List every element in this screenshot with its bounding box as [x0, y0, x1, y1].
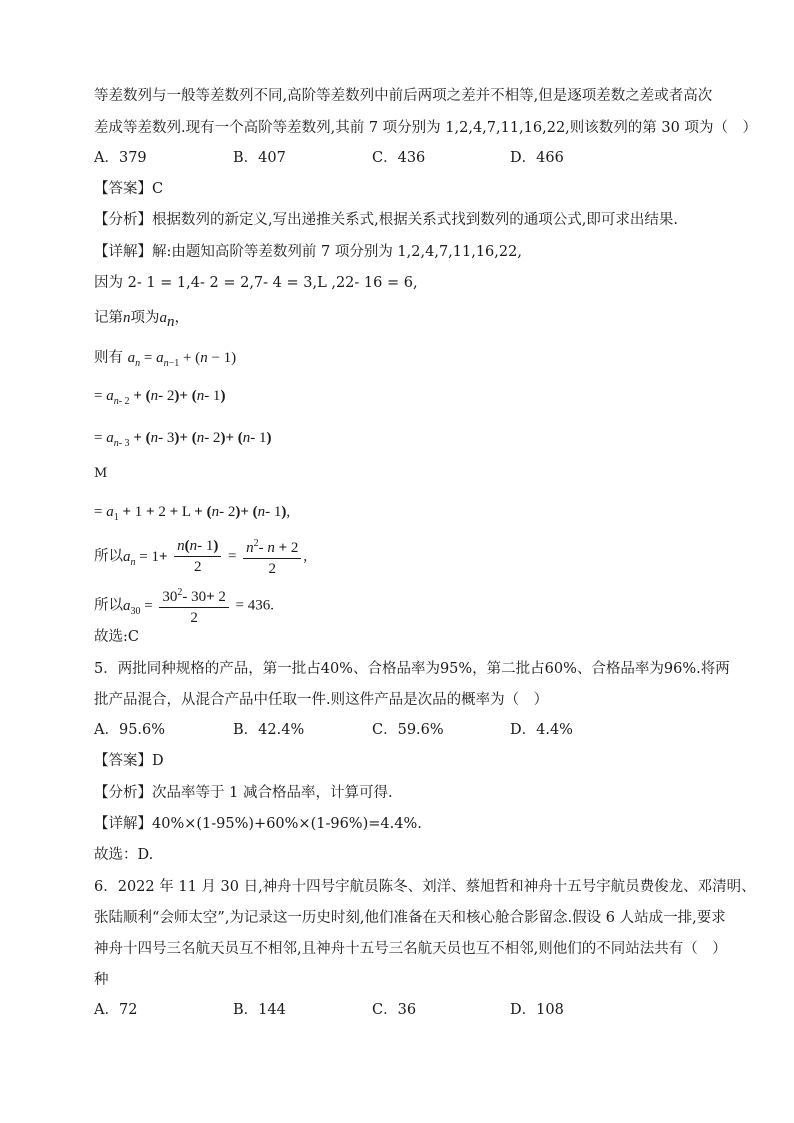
q4-answer	[94, 177, 163, 198]
q6-stem-line4: 种	[94, 972, 109, 988]
q5-conclusion: 故选：D.	[94, 847, 154, 863]
answer-value: C	[152, 181, 164, 197]
analysis-tag: 【分析】	[94, 785, 152, 801]
detail-text: 40%×(1-95%)+60%×(1-96%)=4.4%.	[152, 816, 422, 832]
q4-stem-line1: 等差数列与一般等差数列不同,高阶等差数列中前后两项之差并不相等,但是逐项差数之差或者高次	[94, 88, 713, 104]
q6-option-b: B．144	[233, 1002, 286, 1018]
q5-stem-line1: 5．两批同种规格的产品，第一批占40%、合格品率为95%，第二批占60%、合格品率为96%.将两	[94, 661, 730, 677]
formula-step-1: = $a_{n- 2} + (n-$ 2)+ (n- 1)	[94, 388, 226, 407]
q6-stem-line1: 6．2022 年 11 月 30 日,神舟十四号宇航员陈冬、刘洋、蔡旭哲和神舟十五号宇航员费俊龙、邓清明、	[94, 879, 756, 895]
q5-option-c: C．59.6%	[372, 722, 444, 738]
formula-vdots: M	[94, 466, 108, 481]
q5-stem-line2: 批产品混合，从混合产品中任取一件.则这件产品是次品的概率为（ ）	[94, 692, 549, 708]
q4-option-c: C．436	[372, 150, 426, 166]
analysis-tag: 【分析】	[94, 212, 152, 228]
q4-option-d: D．466	[510, 150, 564, 166]
q5-option-b: B．42.4%	[233, 722, 305, 738]
q6-stem-line2: 张陆顺利“会师太空”,为记录这一历史时刻,他们准备在天和核心舱合影留念.假设 6 人站成一排,要求	[94, 910, 726, 926]
q4-step-then: 则有 $a_n = a_{n-1} + (n - 1)$	[94, 350, 237, 369]
analysis-text: 次品率等于 1 减合格品率，计算可得.	[152, 785, 393, 801]
q4-option-a: A．379	[94, 150, 147, 166]
q5-option-a: A．95.6%	[94, 722, 166, 738]
q4-analysis	[94, 208, 678, 229]
formula-step-2: = $a_{n- 3} + (n-$ 3)+ (n- 2)+ (n- 1)	[94, 430, 272, 449]
formula-a30: 所以$a_{30}$ = $\frac{30^2- 30+ 2}{2}$ = 436.	[94, 587, 274, 626]
q4-conclusion: 故选:C	[94, 629, 139, 645]
q6-option-c: C．36	[372, 1002, 417, 1018]
q5-detail	[94, 812, 422, 833]
detail-text: 解:由题知高阶等差数列前 7 项分别为 1,2,4,7,11,16,22,	[152, 244, 522, 260]
q4-stem-line2: 差成等差数列.现有一个高阶等差数列,其前 7 项分别为 1,2,4,7,11,16,22,则该数列的第 30 项为（ ）	[94, 120, 757, 136]
analysis-text: 根据数列的新定义,写出递推关系式,根据关系式找到数列的通项公式,即可求出结果.	[152, 212, 678, 228]
answer-value: D	[152, 753, 164, 769]
q4-detail	[94, 240, 522, 261]
q4-step-denote: 记第n项为$a_n$，	[94, 310, 189, 330]
q4-step-because: 因为 2- 1 = 1,4- 2 = 2,7- 4 = 3,L ,22- 16 = 6,	[94, 275, 418, 291]
q6-option-d: D．108	[510, 1002, 564, 1018]
formula-recurrence: $a_n = a_{n-1} + (n - 1)$	[127, 350, 237, 369]
formula-general-term: 所以$a_n = 1+$ $\frac{n(n- 1)}{2}$ = $\frac{n^2- n + 2}{2}$ ,	[94, 538, 308, 577]
q4-option-b: B．407	[233, 150, 286, 166]
q5-answer	[94, 749, 164, 770]
answer-tag: 【答案】	[94, 181, 152, 197]
q5-option-d: D．4.4%	[510, 722, 573, 738]
detail-tag: 【详解】	[94, 244, 152, 260]
detail-tag: 【详解】	[94, 816, 152, 832]
answer-tag: 【答案】	[94, 753, 152, 769]
q6-stem-line3: 神舟十四号三名航天员互不相邻,且神舟十五号三名航天员也互不相邻,则他们的不同站法共有（ ）	[94, 941, 727, 957]
formula-step-3: = $a_1 + 1 + 2 + L + (n-$ 2)+ (n- 1),	[94, 504, 291, 523]
q5-analysis	[94, 781, 393, 802]
q6-option-a: A．72	[94, 1002, 138, 1018]
